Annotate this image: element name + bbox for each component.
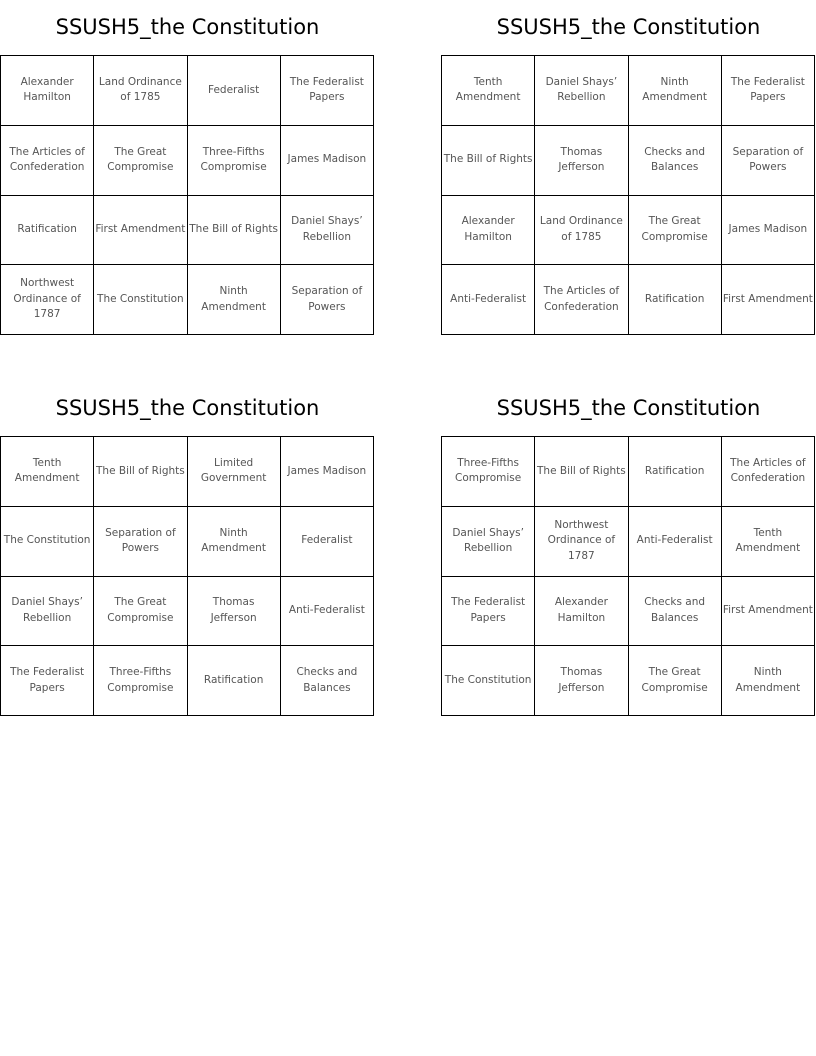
bingo-cell: Daniel Shays’ Rebellion	[535, 56, 628, 126]
bingo-cell: The Federalist Papers	[1, 646, 94, 716]
bingo-cell: Separation of Powers	[722, 126, 815, 196]
bingo-cell: The Bill of Rights	[94, 437, 187, 507]
bingo-cell: Checks and Balances	[629, 577, 722, 647]
bingo-cell: Alexander Hamilton	[1, 56, 94, 126]
bingo-cell: First Amendment	[94, 196, 187, 266]
bingo-cell: The Articles of Confederation	[1, 126, 94, 196]
bingo-cell: The Bill of Rights	[188, 196, 281, 266]
bingo-cell: Ninth Amendment	[722, 646, 815, 716]
bingo-cell: Daniel Shays’ Rebellion	[281, 196, 374, 266]
bingo-cell: Anti-Federalist	[629, 507, 722, 577]
bingo-cell: Northwest Ordinance of 1787	[1, 265, 94, 335]
bingo-cell: James Madison	[281, 437, 374, 507]
bingo-cell: The Bill of Rights	[535, 437, 628, 507]
bingo-cell: Ratification	[1, 196, 94, 266]
bingo-cell: Ratification	[188, 646, 281, 716]
bingo-cell: First Amendment	[722, 265, 815, 335]
bingo-cell: Ninth Amendment	[629, 56, 722, 126]
bingo-cell: Thomas Jefferson	[535, 126, 628, 196]
bingo-cell: The Federalist Papers	[722, 56, 815, 126]
bingo-cell: Thomas Jefferson	[188, 577, 281, 647]
bingo-grid	[0, 55, 374, 335]
bingo-cell: Tenth Amendment	[722, 507, 815, 577]
bingo-cell: The Constitution	[1, 507, 94, 577]
bingo-cell: Three-Fifths Compromise	[188, 126, 281, 196]
bingo-cell: Separation of Powers	[281, 265, 374, 335]
bingo-cell: Alexander Hamilton	[442, 196, 535, 266]
bingo-cell: Ratification	[629, 265, 722, 335]
bingo-cell: The Great Compromise	[94, 577, 187, 647]
bingo-grid	[441, 436, 815, 716]
bingo-cell: The Constitution	[94, 265, 187, 335]
card-title: SSUSH5_the Constitution	[55, 396, 320, 420]
bingo-cell: Daniel Shays’ Rebellion	[442, 507, 535, 577]
bingo-cell: Checks and Balances	[629, 126, 722, 196]
bingo-cell: The Articles of Confederation	[722, 437, 815, 507]
bingo-cell: Three-Fifths Compromise	[94, 646, 187, 716]
bingo-cell: The Federalist Papers	[442, 577, 535, 647]
bingo-cell: Daniel Shays’ Rebellion	[1, 577, 94, 647]
bingo-cell: Federalist	[281, 507, 374, 577]
bingo-cell: The Bill of Rights	[442, 126, 535, 196]
bingo-cell: Ninth Amendment	[188, 507, 281, 577]
bingo-cell: Checks and Balances	[281, 646, 374, 716]
bingo-cell: Three-Fifths Compromise	[442, 437, 535, 507]
bingo-cell: The Constitution	[442, 646, 535, 716]
bingo-cell: The Great Compromise	[629, 646, 722, 716]
bingo-cell: The Great Compromise	[94, 126, 187, 196]
bingo-cell: Ratification	[629, 437, 722, 507]
bingo-cell: James Madison	[281, 126, 374, 196]
bingo-cell: Northwest Ordinance of 1787	[535, 507, 628, 577]
bingo-cell: James Madison	[722, 196, 815, 266]
bingo-cell: Anti-Federalist	[442, 265, 535, 335]
bingo-cell: Tenth Amendment	[442, 56, 535, 126]
bingo-cell: Separation of Powers	[94, 507, 187, 577]
bingo-cell: Thomas Jefferson	[535, 646, 628, 716]
card-title: SSUSH5_the Constitution	[55, 15, 320, 39]
card-title: SSUSH5_the Constitution	[496, 15, 761, 39]
bingo-cell: Tenth Amendment	[1, 437, 94, 507]
bingo-cell: Land Ordinance of 1785	[535, 196, 628, 266]
bingo-cell: The Great Compromise	[629, 196, 722, 266]
bingo-cell: Limited Government	[188, 437, 281, 507]
bingo-cell: Ninth Amendment	[188, 265, 281, 335]
bingo-cell: Alexander Hamilton	[535, 577, 628, 647]
bingo-cell: The Federalist Papers	[281, 56, 374, 126]
bingo-cell: The Articles of Confederation	[535, 265, 628, 335]
bingo-cell: Federalist	[188, 56, 281, 126]
bingo-cell: First Amendment	[722, 577, 815, 647]
bingo-cell: Anti-Federalist	[281, 577, 374, 647]
card-title: SSUSH5_the Constitution	[496, 396, 761, 420]
bingo-cell: Land Ordinance of 1785	[94, 56, 187, 126]
bingo-grid	[0, 436, 374, 716]
bingo-grid	[441, 55, 815, 335]
